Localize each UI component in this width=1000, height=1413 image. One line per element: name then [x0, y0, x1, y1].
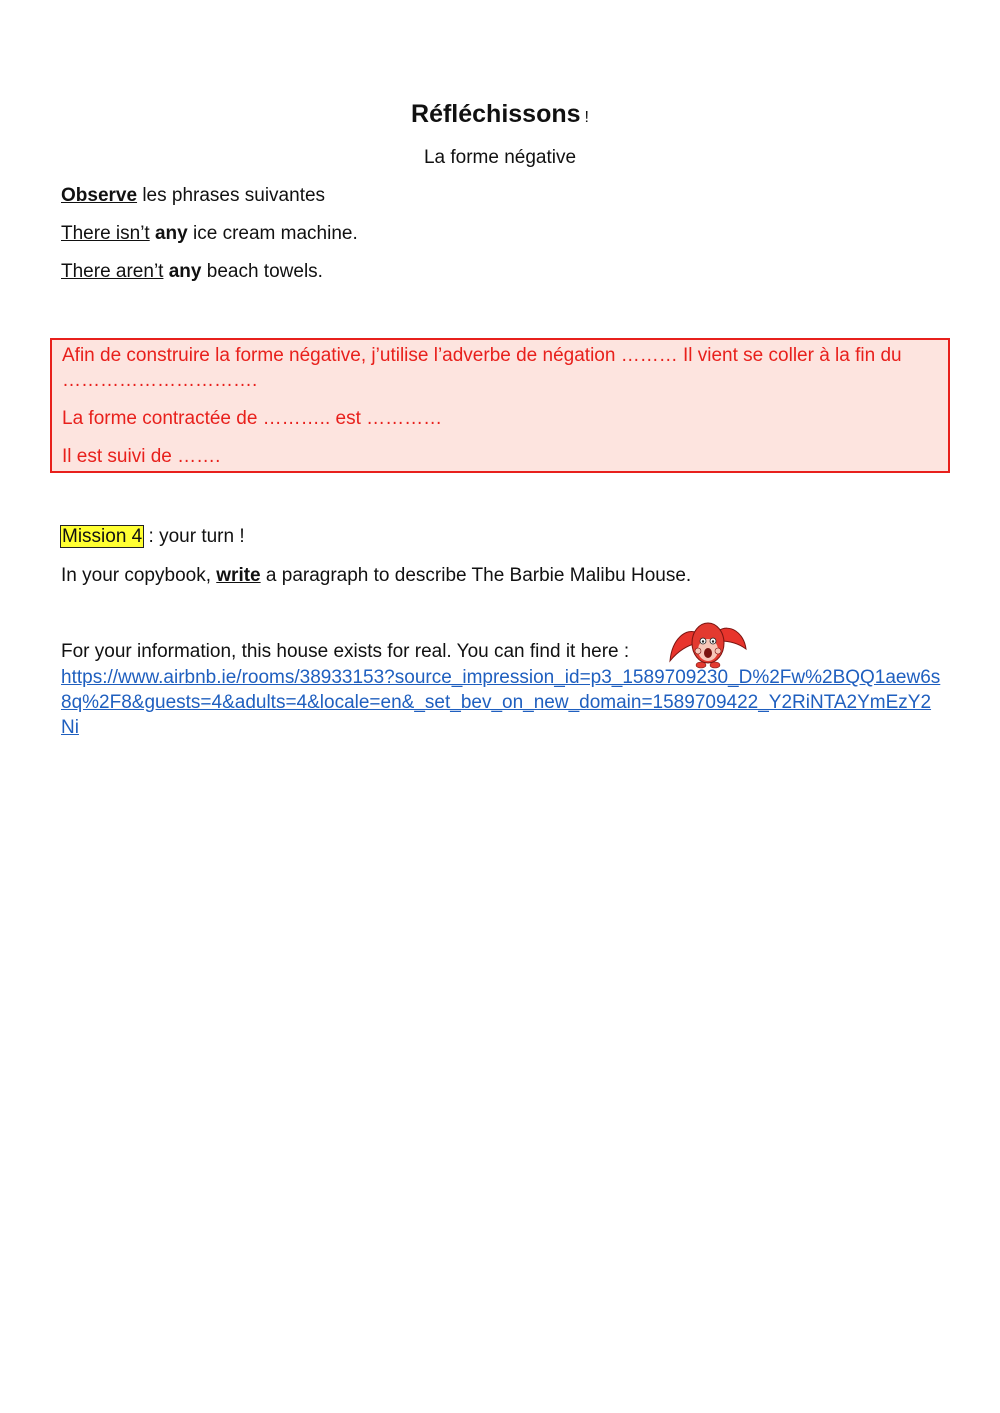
- example-2-bold: any: [163, 261, 202, 282]
- example-2-underlined: There aren’t: [61, 261, 164, 282]
- mission-instruction: [61, 564, 691, 588]
- grammar-rule-box: [50, 338, 950, 473]
- example-2-rest: beach towels.: [201, 261, 323, 282]
- example-1-rest: ice cream machine.: [187, 223, 358, 244]
- airbnb-link[interactable]: https://www.airbnb.ie/rooms/38933153?source_impression_id=p3_1589709230_D%2Fw%2BQQ1aew6s8q%2F8&guests=4&adults=4&locale=en&_set_bev_on_new_domain=1589709422_Y2RiNTA2YmEzY2Ni: [61, 667, 941, 738]
- observe-keyword: Observe: [61, 185, 138, 206]
- mission-label: Mission 4: [62, 526, 143, 547]
- title-exclamation: !: [584, 109, 589, 126]
- rule-line-1: Afin de construire la forme négative, j’utilise l’adverbe de négation ……… Il vient se coller à la fin du ………………………….: [62, 345, 902, 391]
- observe-instruction: [61, 184, 325, 208]
- example-sentence-1: [61, 222, 358, 246]
- title-text: Réfléchissons: [411, 100, 581, 128]
- example-sentence-2: [61, 260, 323, 284]
- instruction-before: In your copybook,: [61, 565, 217, 586]
- rule-line-3: Il est suivi de …….: [62, 446, 221, 467]
- example-1-bold: any: [149, 223, 188, 244]
- example-1-underlined: There isn’t: [61, 223, 150, 244]
- info-text: For your information, this house exists for real. You can find it here :: [61, 641, 630, 662]
- observe-rest: les phrases suivantes: [137, 185, 326, 206]
- write-keyword: write: [216, 565, 261, 586]
- rule-line-2: La forme contractée de ……….. est …………: [62, 408, 443, 429]
- instruction-after: a paragraph to describe The Barbie Malibu House.: [260, 565, 692, 586]
- mission-heading: [61, 525, 245, 549]
- mission-rest: : your turn !: [143, 526, 245, 547]
- page-subtitle: La forme négative: [423, 147, 577, 168]
- cartoon-bunny-icon: [668, 617, 748, 671]
- page-title: [0, 98, 1000, 134]
